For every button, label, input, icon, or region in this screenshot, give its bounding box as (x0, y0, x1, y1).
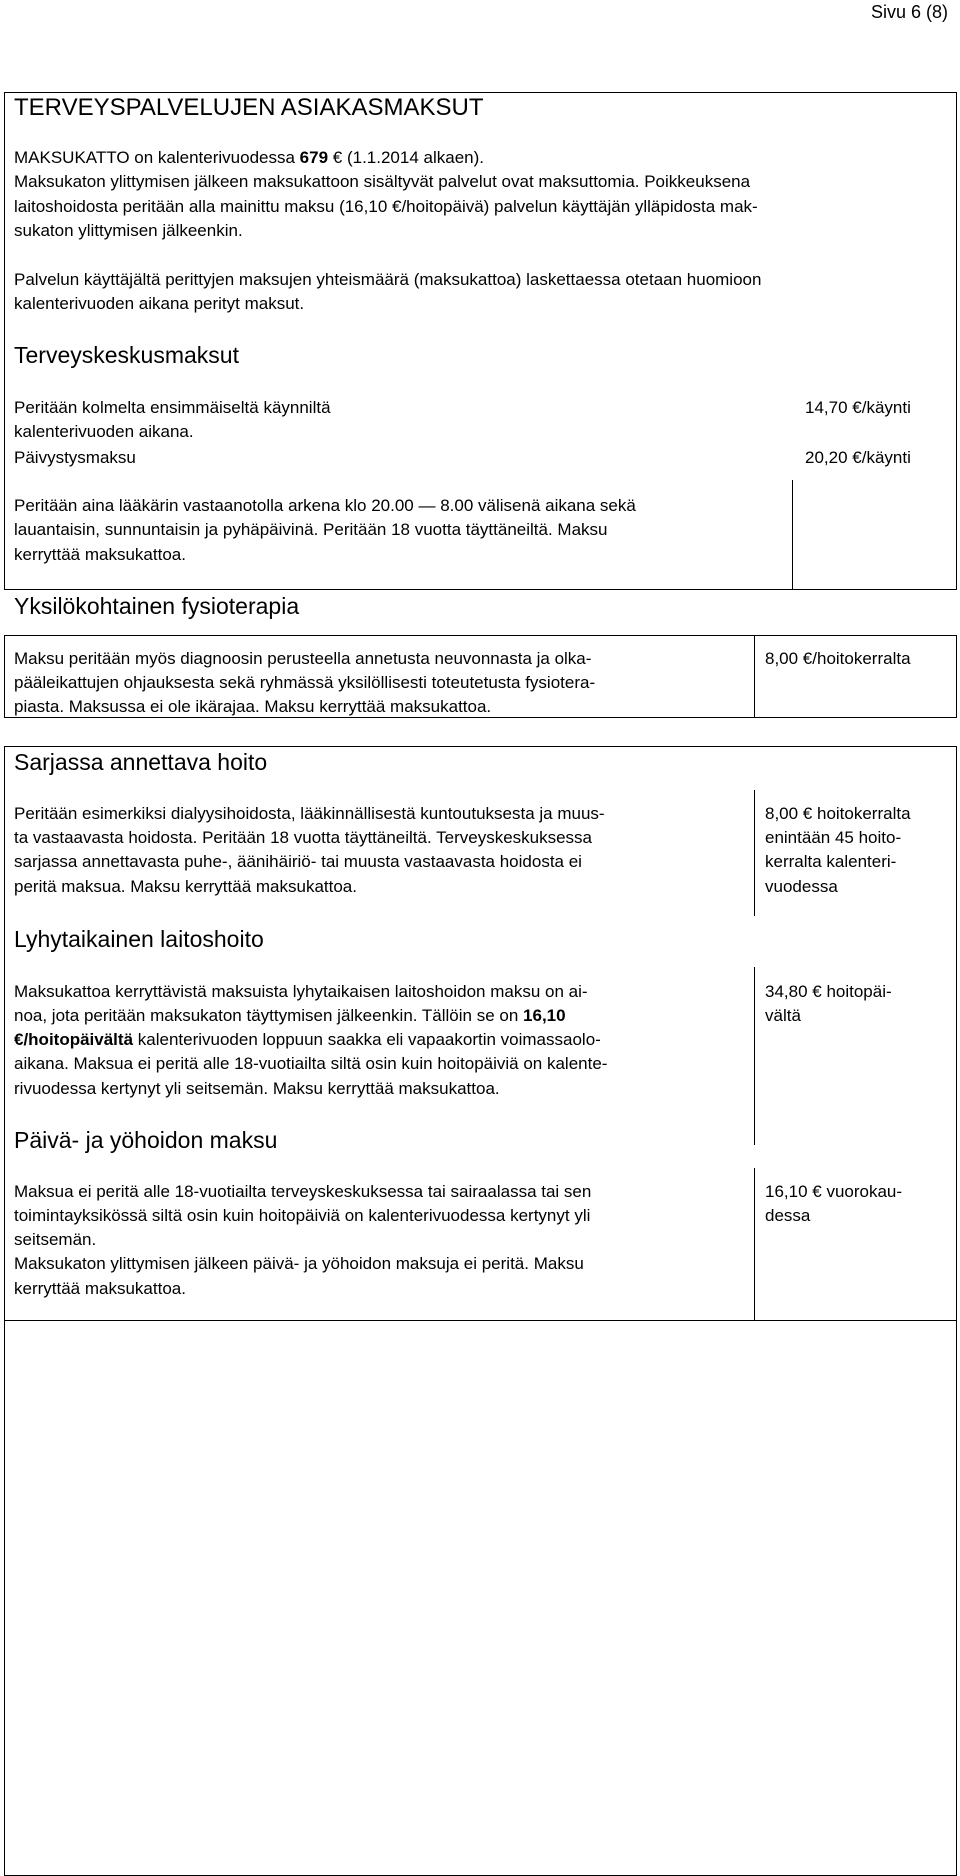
section-sarjahoito-border (4, 746, 957, 1876)
lyhytaikainen-line-3 (14, 1028, 601, 1052)
page-number: Sivu 6 (8) (870, 2, 948, 22)
fysioterapia-line-2: pääleikattujen ohjauksesta sekä ryhmässä yksilöllisesti toteutetusta fysiotera- (14, 673, 596, 692)
paivayo-fee-line-2: dessa (765, 1206, 811, 1225)
fysioterapia-heading: Yksilökohtainen fysioterapia (14, 593, 300, 619)
sarjahoito-fee-line-2: enintään 45 hoito- (765, 828, 902, 847)
lyhytaikainen-heading: Lyhytaikainen laitoshoito (14, 926, 264, 952)
lyhytaikainen-line-5: rivuodessa kertynyt yli seitsemän. Maksu kerryttää maksukattoa. (14, 1079, 500, 1098)
paivayo-bottom-divider (4, 1320, 957, 1321)
document-title: TERVEYSPALVELUJEN ASIAKASMAKSUT (14, 94, 484, 121)
lyhytaikainen-line-4: aikana. Maksua ei peritä alle 18-vuotiailta siltä osin kuin hoitopäiviä on kalente- (14, 1054, 608, 1073)
paivayo-column-divider (754, 1168, 755, 1320)
fysioterapia-column-divider (754, 635, 755, 718)
intro-para2-line-1: Palvelun käyttäjältä perittyjen maksujen yhteismäärä (maksukattoa) laskettaessa otetaan huomioon (14, 270, 762, 289)
maksukatto-date: € (1.1.2014 alkaen). (328, 148, 484, 167)
intro-para2-line-2: kalenterivuoden aikana perityt maksut. (14, 294, 305, 313)
paivayo-line-2: toimintayksikössä siltä osin kuin hoitopäiviä on kalenterivuodessa kertynyt yli (14, 1206, 591, 1225)
terveyskeskus-item1-line-2: kalenterivuoden aikana. (14, 422, 194, 441)
intro-line-4: sukaton ylittymisen jälkeenkin. (14, 221, 243, 240)
terveyskeskus-heading: Terveyskeskusmaksut (14, 342, 239, 368)
maksukatto-text: MAKSUKATTO on kalenterivuodessa (14, 148, 300, 167)
lyhytaikainen-line-2-text: noa, jota peritään maksukaton täyttymisen jälkeenkin. Tällöin se on (14, 1006, 524, 1025)
paivystysmaksu-fee: 20,20 €/käynti (805, 448, 911, 467)
sarjahoito-line-1: Peritään esimerkiksi dialyysihoidosta, lääkinnällisestä kuntoutuksesta ja muus- (14, 804, 605, 823)
lyhytaikainen-line-3-text: kalenterivuoden loppuun saakka eli vapaakortin voimassaolo- (133, 1030, 601, 1049)
hoitopaiva-unit: €/hoitopäivältä (14, 1030, 134, 1049)
sarjahoito-heading: Sarjassa annettava hoito (14, 749, 268, 775)
terveyskeskus-item1-line-1: Peritään kolmelta ensimmäiseltä käynniltä (14, 398, 331, 417)
sarjahoito-line-4: peritä maksua. Maksu kerryttää maksukattoa. (14, 877, 357, 896)
sarjahoito-fee-line-1: 8,00 € hoitokerralta (765, 804, 911, 823)
terveyskeskus-column-divider (792, 480, 793, 590)
paivayo-line-3: seitsemän. (14, 1230, 97, 1249)
sarjahoito-column-divider (754, 790, 755, 916)
paivystys-desc-line-1: Peritään aina lääkärin vastaanotolla arkena klo 20.00 — 8.00 välisenä aikana sekä (14, 496, 636, 515)
hoitopaiva-amount: 16,10 (523, 1006, 566, 1025)
paivayo-fee-line-1: 16,10 € vuorokau- (765, 1182, 903, 1201)
paivayo-line-1: Maksua ei peritä alle 18-vuotiailta terveyskeskuksessa tai sairaalassa tai sen (14, 1182, 592, 1201)
maksukatto-line (14, 146, 484, 170)
sarjahoito-line-2: ta vastaavasta hoidosta. Peritään 18 vuotta täyttäneiltä. Terveyskeskuksessa (14, 828, 593, 847)
intro-line-3: laitoshoidosta peritään alla mainittu maksu (16,10 €/hoitopäivä) palvelun käyttäjän ylläpidosta mak- (14, 197, 758, 216)
intro-line-2: Maksukaton ylittymisen jälkeen maksukattoon sisältyvät palvelut ovat maksuttomia. Poikkeuksena (14, 172, 751, 191)
paivayo-line-4: Maksukaton ylittymisen jälkeen päivä- ja yöhoidon maksuja ei peritä. Maksu (14, 1254, 584, 1273)
terveyskeskus-item1-fee: 14,70 €/käynti (805, 398, 911, 417)
paivayo-heading: Päivä- ja yöhoidon maksu (14, 1127, 278, 1153)
lyhytaikainen-fee-line-1: 34,80 € hoitopäi- (765, 982, 892, 1001)
sarjahoito-fee-line-3: kerralta kalenteri- (765, 852, 897, 871)
lyhytaikainen-fee-line-2: vältä (765, 1006, 801, 1025)
paivystys-desc-line-3: kerryttää maksukattoa. (14, 545, 186, 564)
sarjahoito-fee-line-4: vuodessa (765, 877, 838, 896)
lyhytaikainen-column-divider (754, 967, 755, 1145)
paivayo-line-5: kerryttää maksukattoa. (14, 1279, 186, 1298)
fysioterapia-line-3: piasta. Maksussa ei ole ikärajaa. Maksu kerryttää maksukattoa. (14, 697, 492, 716)
lyhytaikainen-line-2 (14, 1004, 566, 1028)
fysioterapia-line-1: Maksu peritään myös diagnoosin perusteella annetusta neuvonnasta ja olka- (14, 649, 592, 668)
paivystysmaksu-label: Päivystysmaksu (14, 448, 136, 467)
fysioterapia-fee: 8,00 €/hoitokerralta (765, 649, 911, 668)
paivystys-desc-line-2: lauantaisin, sunnuntaisin ja pyhäpäivinä. Peritään 18 vuotta täyttäneiltä. Maksu (14, 520, 608, 539)
maksukatto-amount: 679 (299, 148, 329, 167)
sarjahoito-line-3: sarjassa annettavasta puhe-, äänihäiriö- tai muusta vastaavasta hoidosta ei (14, 852, 582, 871)
lyhytaikainen-line-1: Maksukattoa kerryttävistä maksuista lyhytaikaisen laitoshoidon maksu on ai- (14, 982, 588, 1001)
